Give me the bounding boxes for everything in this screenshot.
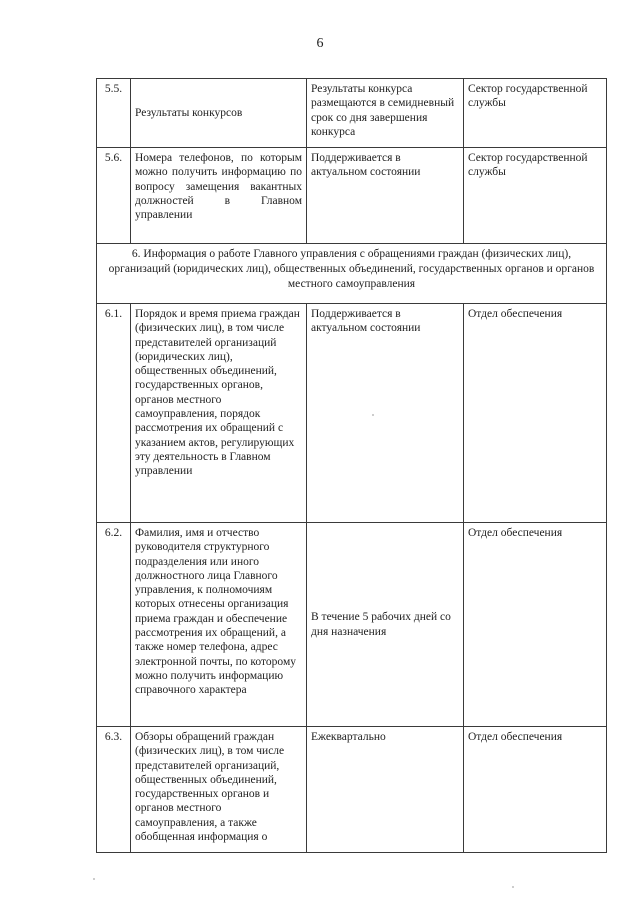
row-responsible: Отдел обеспечения xyxy=(464,304,607,523)
row-name: Фамилия, имя и отчество руководителя структурного подразделения или иного должностного лица Главного управления, к полномочиям которых отнесены организация приема граждан и обеспечение рассмотрения их обращений, а также номер телефона, адрес электронной почты, по которому можно получить информацию справочного характера xyxy=(131,523,307,727)
table-row xyxy=(97,304,607,523)
row-term: Поддерживается в актуальном состоянии xyxy=(307,148,464,244)
row-number: 6.2. xyxy=(97,523,131,727)
table-row xyxy=(97,148,607,244)
row-name: Обзоры обращений граждан (физических лиц), в том числе представителей организаций, общественных объединений, государственных органов и органов местного самоуправления, а также обобщенная информация о xyxy=(131,727,307,853)
scan-speck xyxy=(372,414,374,416)
section-row xyxy=(97,244,607,304)
row-responsible: Сектор государственной службы xyxy=(464,148,607,244)
row-number: 6.3. xyxy=(97,727,131,853)
row-name: Порядок и время приема граждан (физических лиц), в том числе представителей организаций (юридических лиц), общественных объединений, государственных органов, органов местного самоуправления, порядок рассмотрения их обращений с указанием актов, регулирующих эту деятельность в Главном управлении xyxy=(131,304,307,523)
table-row xyxy=(97,79,607,148)
table-row xyxy=(97,523,607,727)
row-name: Результаты конкурсов xyxy=(131,79,307,148)
page-number: 6 xyxy=(316,36,324,51)
scan-speck xyxy=(512,886,514,888)
row-responsible: Отдел обеспечения xyxy=(464,727,607,853)
row-term: В течение 5 рабочих дней со дня назначения xyxy=(307,523,464,727)
scan-speck xyxy=(93,878,95,880)
row-number: 5.6. xyxy=(97,148,131,244)
row-number: 6.1. xyxy=(97,304,131,523)
row-responsible: Сектор государственной службы xyxy=(464,79,607,148)
section-heading: 6. Информация о работе Главного управления с обращениями граждан (физических лиц), организаций (юридических лиц), общественных объединений, государственных органов и органов местного самоуправления xyxy=(97,244,607,304)
table-row xyxy=(97,727,607,853)
row-name: Номера телефонов, по которым можно получить информацию по вопросу замещения вакантных должностей в Главном управлении xyxy=(131,148,307,244)
row-responsible: Отдел обеспечения xyxy=(464,523,607,727)
row-term: Ежеквартально xyxy=(307,727,464,853)
row-term: Результаты конкурса размещаются в семидневный срок со дня завершения конкурса xyxy=(307,79,464,148)
information-table xyxy=(96,78,607,853)
row-term: Поддерживается в актуальном состоянии xyxy=(307,304,464,523)
row-number: 5.5. xyxy=(97,79,131,148)
